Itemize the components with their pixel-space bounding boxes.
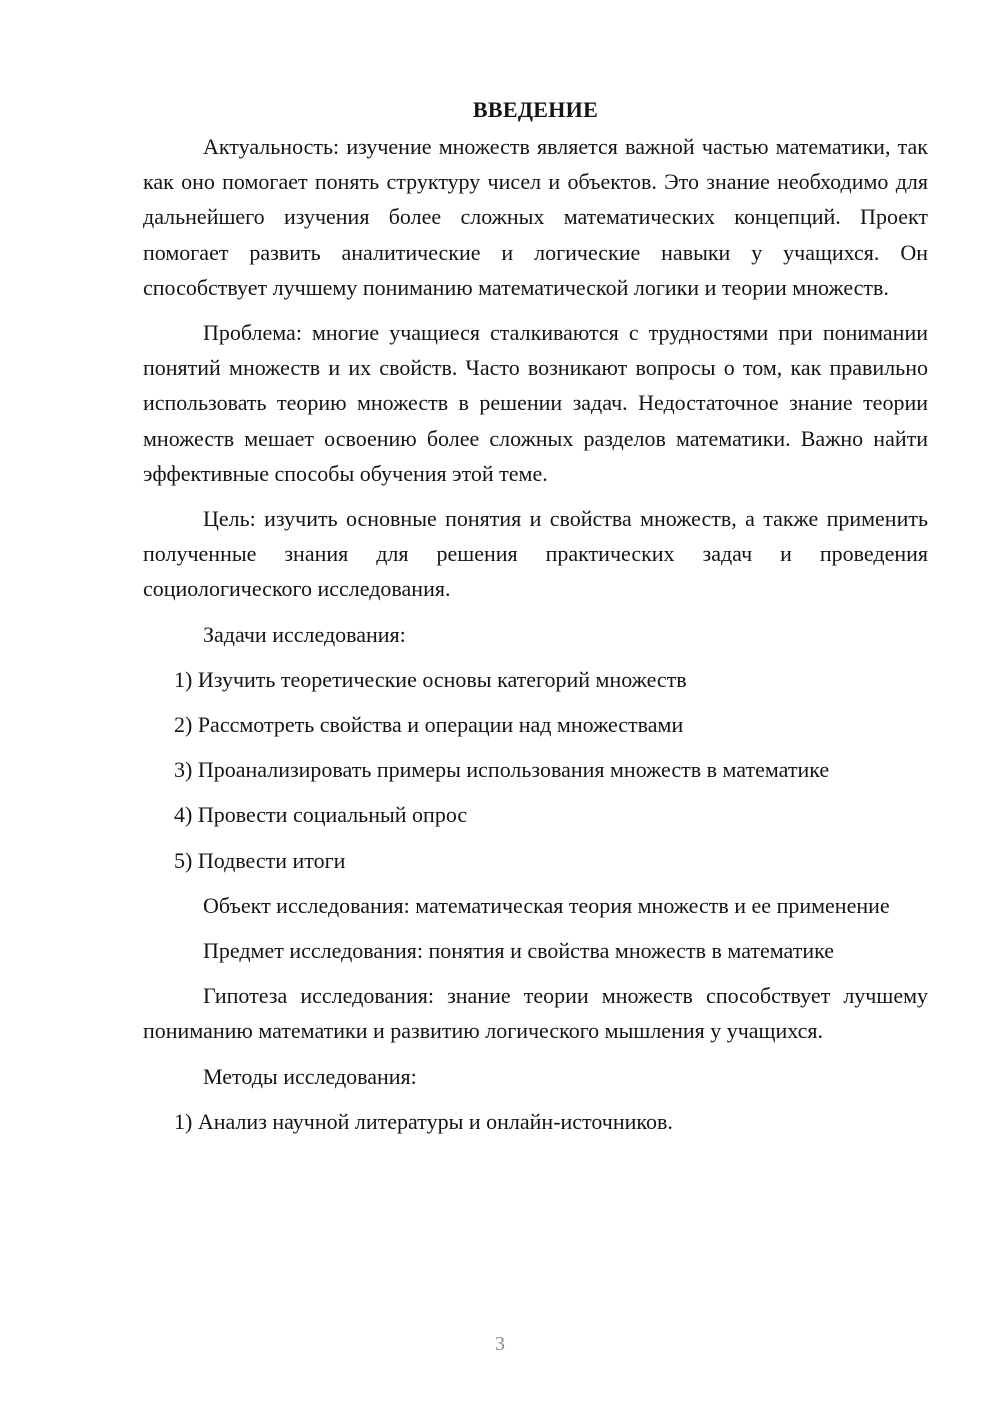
problem-paragraph: Проблема: многие учащиеся сталкиваются с трудностями при понимании понятий множеств и их свойств. Часто возникают вопросы о том, как правильно использовать теорию множеств в решении задач. Недостаточное знание теории множеств мешает освоению более сложных разделов математики. Важно найти эффективные способы обучения этой теме. [143,320,928,486]
relevance-paragraph: Актуальность: изучение множеств является важной частью математики, так как оно помогает понять структуру чисел и объектов. Это знание необходимо для дальнейшего изучения более сложных математических концепций. Проект помогает развить аналитические и логические навыки у учащихся. Он способствует лучшему пониманию математической логики и теории множеств. [143,134,928,300]
object-paragraph: Объект исследования: математическая теория множеств и ее применение [203,892,890,918]
list-item: 2) Рассмотреть свойства и операции над множествами [174,712,684,738]
document-page [143,92,928,1149]
list-item: 5) Подвести итоги [174,847,346,873]
list-item: 1) Изучить теоретические основы категорий множеств [174,666,687,692]
methods-list [143,1104,928,1139]
list-item: 3) Проанализировать примеры использования множеств в математике [174,757,830,783]
section-title: ВВЕДЕНИЕ [472,97,599,122]
page-number: 3 [495,1333,505,1355]
subject-paragraph: Предмет исследования: понятия и свойства множеств в математике [203,938,835,964]
list-item: 4) Провести социальный опрос [174,802,468,828]
tasks-list [143,662,928,878]
tasks-label: Задачи исследования: [203,621,406,647]
methods-label: Методы исследования: [203,1063,417,1089]
list-item: 1) Анализ научной литературы и онлайн-источников. [174,1108,673,1134]
goal-paragraph: Цель: изучить основные понятия и свойства множеств, а также применить полученные знания для решения практических задач и проведения социологического исследования. [143,506,928,602]
hypothesis-paragraph: Гипотеза исследования: знание теории множеств способствует лучшему пониманию математики и развитию логического мышления у учащихся. [143,983,928,1044]
